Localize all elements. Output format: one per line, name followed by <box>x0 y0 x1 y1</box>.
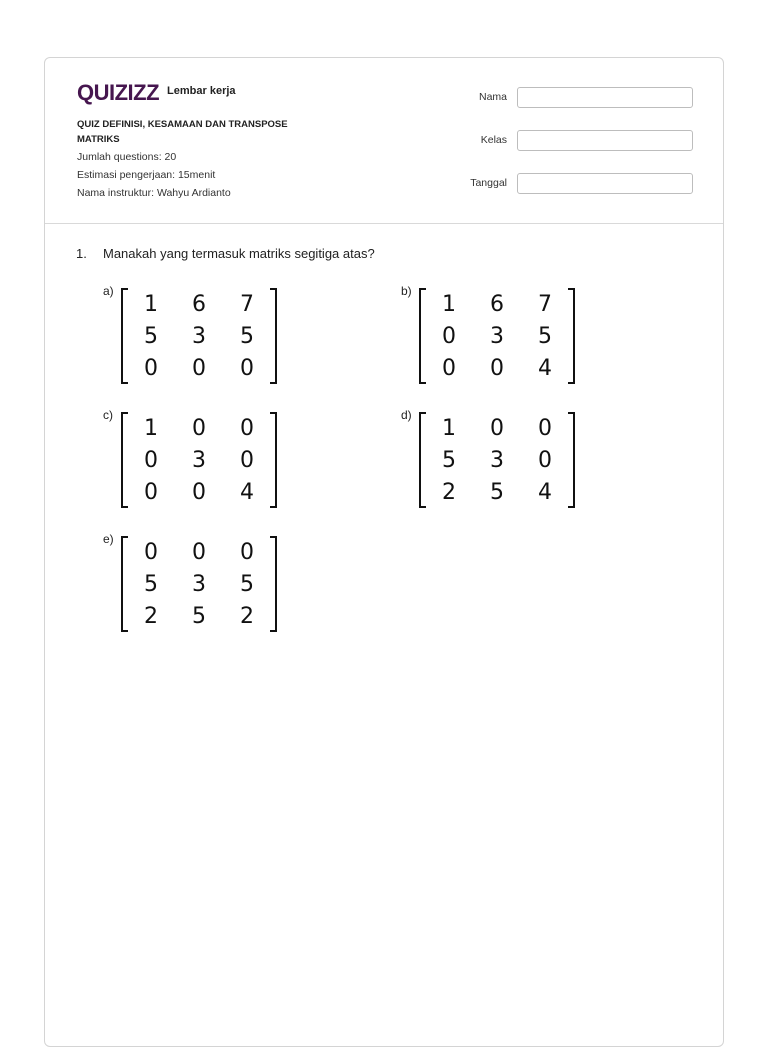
matrix-row <box>127 476 271 508</box>
tagline: Lembar kerja <box>167 85 236 97</box>
matrix-cell: 0 <box>192 415 206 441</box>
matrix-right-bracket <box>568 288 575 384</box>
matrix-row <box>425 444 569 476</box>
questions-count: Jumlah questions: 20 <box>77 151 177 163</box>
matrix-right-bracket <box>270 536 277 632</box>
matrix-cell: 0 <box>442 355 456 381</box>
worksheet-header <box>45 58 723 224</box>
option-label: d) <box>401 408 412 422</box>
matrix-cell: 5 <box>144 571 158 597</box>
matrix-cell: 3 <box>490 323 504 349</box>
matrix-cell: 0 <box>144 447 158 473</box>
matrix-cell: 5 <box>240 571 254 597</box>
matrix-cell: 0 <box>240 355 254 381</box>
matrix-left-bracket <box>121 536 128 632</box>
matrix-row <box>127 320 271 352</box>
worksheet <box>44 57 724 1047</box>
matrix-cell: 3 <box>192 447 206 473</box>
matrix-cell: 1 <box>144 415 158 441</box>
matrix-cell: 0 <box>240 447 254 473</box>
time-estimate: Estimasi pengerjaan: 15menit <box>77 169 216 181</box>
nama-label: Nama <box>478 91 507 103</box>
matrix-cell: 2 <box>240 603 254 629</box>
option-matrix <box>425 412 569 508</box>
matrix-row <box>127 444 271 476</box>
option-label: c) <box>103 408 113 422</box>
matrix-cell: 7 <box>538 291 552 317</box>
matrix-right-bracket <box>270 412 277 508</box>
matrix-cell: 5 <box>442 447 456 473</box>
option-label: e) <box>103 532 114 546</box>
matrix-cell: 0 <box>538 415 552 441</box>
matrix-cell: 2 <box>144 603 158 629</box>
option-matrix <box>425 288 569 384</box>
matrix-cell: 5 <box>144 323 158 349</box>
matrix-cell: 0 <box>144 355 158 381</box>
matrix-cell: 4 <box>538 355 552 381</box>
matrix-cell: 0 <box>442 323 456 349</box>
matrix-cell: 5 <box>240 323 254 349</box>
matrix-row <box>425 476 569 508</box>
option-matrix <box>127 536 271 632</box>
matrix-cell: 0 <box>490 355 504 381</box>
option-matrix <box>127 288 271 384</box>
option-matrix <box>127 412 271 508</box>
quiz-title: QUIZ DEFINISI, KESAMAAN DAN TRANSPOSE MATRIKS <box>77 119 288 145</box>
option-label: b) <box>401 284 412 298</box>
matrix-cell: 0 <box>192 539 206 565</box>
matrix-cell: 7 <box>240 291 254 317</box>
matrix-left-bracket <box>121 288 128 384</box>
matrix-cell: 1 <box>442 415 456 441</box>
brand <box>77 80 236 106</box>
matrix-cell: 5 <box>490 479 504 505</box>
tanggal-label: Tanggal <box>470 177 507 189</box>
matrix-cell: 4 <box>240 479 254 505</box>
matrix-cell: 4 <box>538 479 552 505</box>
matrix-cell: 0 <box>240 415 254 441</box>
matrix-cell: 0 <box>240 539 254 565</box>
matrix-right-bracket <box>568 412 575 508</box>
option-label: a) <box>103 284 114 298</box>
matrix-row <box>425 320 569 352</box>
matrix-row <box>127 352 271 384</box>
matrix-left-bracket <box>121 412 128 508</box>
matrix-cell: 1 <box>144 291 158 317</box>
kelas-label: Kelas <box>480 134 507 146</box>
kelas-field[interactable] <box>517 130 693 151</box>
matrix-cell: 5 <box>538 323 552 349</box>
matrix-left-bracket <box>419 288 426 384</box>
matrix-cell: 6 <box>192 291 206 317</box>
question-number: 1. <box>76 246 87 261</box>
matrix-cell: 0 <box>490 415 504 441</box>
matrix-cell: 0 <box>144 479 158 505</box>
quizizz-logo: QUIZIZZ <box>77 80 160 105</box>
matrix-cell: 5 <box>192 603 206 629</box>
matrix-row <box>425 412 569 444</box>
matrix-cell: 1 <box>442 291 456 317</box>
matrix-row <box>425 288 569 320</box>
question-text: Manakah yang termasuk matriks segitiga atas? <box>103 246 375 261</box>
matrix-cell: 0 <box>192 355 206 381</box>
matrix-cell: 0 <box>192 479 206 505</box>
matrix-right-bracket <box>270 288 277 384</box>
matrix-cell: 0 <box>538 447 552 473</box>
matrix-cell: 2 <box>442 479 456 505</box>
matrix-cell: 3 <box>490 447 504 473</box>
matrix-left-bracket <box>419 412 426 508</box>
matrix-row <box>425 352 569 384</box>
matrix-cell: 3 <box>192 571 206 597</box>
matrix-cell: 3 <box>192 323 206 349</box>
nama-field[interactable] <box>517 87 693 108</box>
matrix-row <box>127 568 271 600</box>
matrix-row <box>127 288 271 320</box>
matrix-row <box>127 536 271 568</box>
matrix-cell: 0 <box>144 539 158 565</box>
matrix-cell: 6 <box>490 291 504 317</box>
matrix-row <box>127 412 271 444</box>
tanggal-field[interactable] <box>517 173 693 194</box>
matrix-row <box>127 600 271 632</box>
instructor-name: Nama instruktur: Wahyu Ardianto <box>77 187 231 199</box>
